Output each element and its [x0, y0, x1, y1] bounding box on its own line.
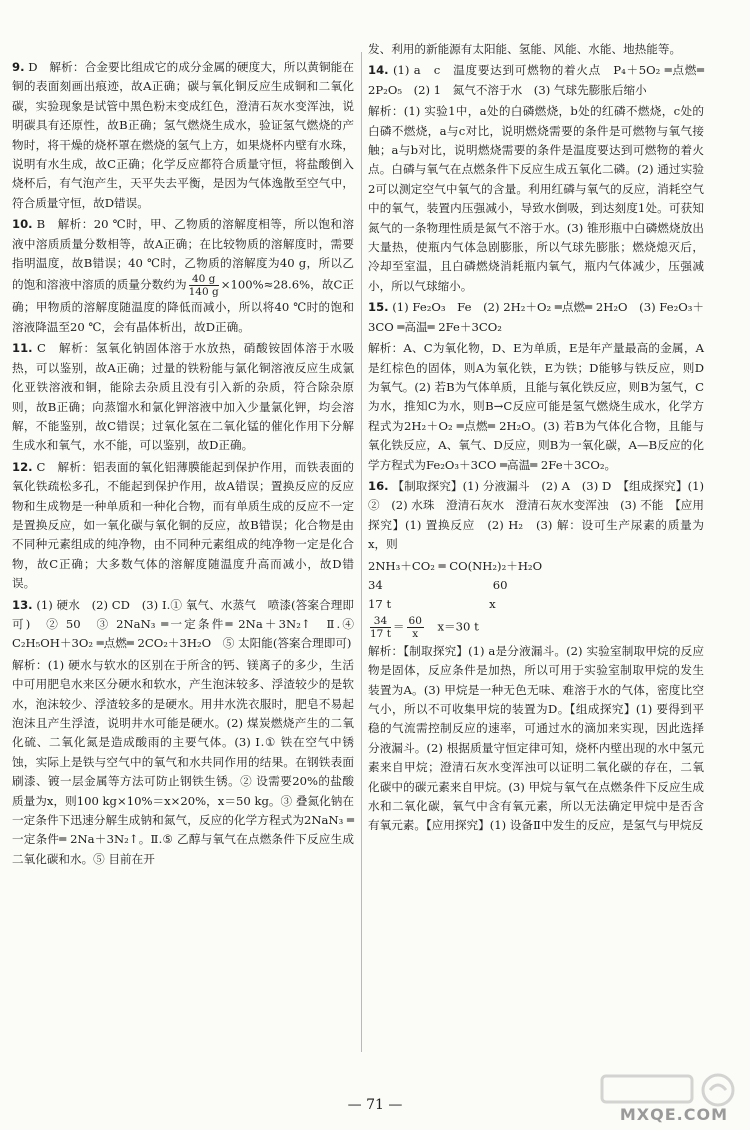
calc-row-2: 17 t x [368, 597, 496, 612]
analysis-16: 解析：【制取探究】(1) a是分液漏斗。(2) 实验室制取甲烷的反应物是固体，反应条件是加热，所以可用于实验室制取甲烷的发生装置为A。(3) 甲烷是一种无色无味、难溶于水的气体，密度比空气小，所以不可收集甲烷的装置为D。【组成探究】(1) 要得到平稳的气流需控制反应的速率，可通过水的滴加来实现，因此选择分液漏斗。(2) 根据质量守恒定律可知，烧杯内壁出现的水中氢元素来自甲烷；澄清石灰水变浑浊可以证明二氧化碳的存在，二氧化碳中的碳元素来自甲烷。(3) 甲烷与氧气在点燃条件下反应生成水和二氧化碳，氧气中含有氧元素，所以无法确定甲烷中是否含有氧元素。【应用探究】(1) 设备Ⅱ中发生的反应，是氢气与甲烷反 [368, 643, 704, 833]
answer-12: 12. C 解析：铝表面的氧化铝薄膜能起到保护作用，而铁表面的氧化铁疏松多孔，不能起到保护作用，故A错误；置换反应的反应物和生成物是一种单质和一种化合物，而有单质生成的反应不一定是置换反应，如一氧化碳与氧化铜的反应，故B错误；化合物是由不同种元素组成的纯净物，由不同种元素组成的纯净物一定是化合物，故C正确；大多数气体的溶解度随温度升高而减小，故D错误。 [12, 459, 355, 591]
answer-16: 16. 【制取探究】(1) 分液漏斗 (2) A (3) D 【组成探究】(1) ② (2) 水珠 澄清石灰水 澄清石灰水变浑浊 (3) 不能 【应用探究】(1) 置换反应 (2) H₂ (3) 解：设可生产尿素的质量为x，则 [368, 478, 705, 552]
watermark-text: MXQE.COM [619, 1105, 728, 1124]
calc-equation: 2NH₃＋CO₂ ═ CO(NH₂)₂＋H₂O [368, 558, 543, 573]
answer-11: 11. C 解析：氢氧化钠固体溶于水放热，硝酸铵固体溶于水吸热，可以鉴别，故A正确；过量的铁粉能与氯化铜溶液反应生成氯化亚铁溶液和铜，能除去杂质且没有引入新的杂质，符合除杂原则，故B正确；向蒸馏水和氯化钾溶液中加入少量氯化钾，均会溶解，不能鉴别，故C错误；过氧化氢在二氧化锰的催化作用下分解生成水和氧气，水不能，可以鉴别，故D正确。 [12, 341, 354, 453]
right-column [368, 40, 704, 838]
answer-9: 9. D 解析：合金要比组成它的成分金属的硬度大，所以黄铜能在铜的表面刻画出痕迹，故A正确；碳与氧化铜反应生成铜和二氧化碳，实验现象是试管中黑色粉末变成红色，澄清石灰水变浑浊，说明碳具有还原性，故B正确；氢气燃烧生成水，验证氢气燃烧的产物时，将干燥的烧杯罩在燃烧的氢气上方，如果烧杯内壁有水珠，说明有水生成，故C正确；化学反应都符合质量守恒，将盐酸倒入烧杯后，有气泡产生，天平失去平衡，是因为气体逸散至空气中，符合质量守恒，故D错误。 [12, 60, 354, 210]
analysis-13-cont: 发、利用的新能源有太阳能、氢能、风能、水能、地热能等。 [368, 42, 682, 56]
answer-15: 15. (1) Fe₂O₃ Fe (2) 2H₂＋O₂ ═点燃═ 2H₂O (3) Fe₂O₃＋3CO ═高温═ 2Fe＋3CO₂ [368, 300, 705, 334]
calc-proportion: $\frac{34}{17 t}$ ＝ $\frac{60}{x}$ x＝30 t [370, 614, 479, 640]
calculation-block [368, 557, 704, 640]
answer-14: 14. (1) a c 温度要达到可燃物的着火点 P₄＋5O₂ ═点燃═ 2P₂O₅ (2) 1 氮气不溶于水 (3) 气球先膨胀后缩小 [368, 63, 704, 97]
calc-row-1: 34 60 [368, 577, 508, 592]
analysis-13: 解析：(1) 硬水与软水的区别在于所含的钙、镁离子的多少，生活中可用肥皂水来区分硬水和软水，产生泡沫较多、浮渣较少的是软水，泡沫较少、浮渣较多的是硬水。用井水洗衣服时，肥皂不易起泡沫且产生浮渣，说明井水可能是硬水。(2) 煤炭燃烧产生的二氧化硫、二氧化氮是造成酸雨的主要气体。(3) Ⅰ.① 铁在空气中锈蚀，实际上是铁与空气中的氧气和水共同作用的结果。在钢铁表面刷漆、镀一层金属等方法可防止钢铁生锈。② 设需要20%的盐酸质量为x，则100 kg×10%＝x×20%，x＝50 kg。③ 叠氮化钠在一定条件下迅速分解生成钠和氮气，反应的化学方程式为2NaN₃ ═一定条件═ 2Na＋3N₂↑。Ⅱ.⑤ 乙醇与氧气在点燃条件下反应生成二氧化碳和水。⑤ 目前在开 [12, 657, 354, 866]
left-column [12, 58, 354, 871]
answer-10: 10. B 解析：20 ℃时，甲、乙物质的溶解度相等，所以饱和溶液中溶质质量分数相等，故A正确；在比较物质的溶解度时，需要指明温度，故B错误；40 ℃时，乙物质的溶解度为40 g，所以乙的饱和溶液中溶质的质量分数约为 $\frac{40 g}{140 g}$ ×100%≈28.6%，故C正确；甲物质的溶解度随温度的降低而减小，所以将40 ℃时的饱和溶液降温至20 ℃，会有晶体析出，故D正确。 [12, 217, 354, 334]
analysis-14: 解析：(1) 实验1中，a处的白磷燃烧，b处的红磷不燃烧，c处的白磷不燃烧，a与c对比，说明燃烧需要的条件是可燃物与氧气接触；a与b对比，说明燃烧需要的条件是温度要达到可燃物的着火点。白磷与氧气在点燃条件下反应生成五氧化二磷。(2) 通过实验2可以测定空气中氧气的含量。利用红磷与氧气的反应，消耗空气中的氧气，装置内压强减小，导致水倒吸，到达刻度1处。可获知氮气的一条物理性质是氮气不溶于水。(3) 锥形瓶中白磷燃烧放出大量热，使瓶内气体急剧膨胀，所以气球先膨胀；燃烧熄灭后，冷却至室温，且白磷燃烧消耗瓶内氧气，瓶内气体减少，压强减小，所以气球缩小。 [368, 104, 704, 293]
column-divider [361, 52, 362, 1052]
page-number: — 71 — [347, 1097, 403, 1113]
analysis-15: 解析：A、C为氧化物，D、E为单质，E是年产量最高的金属，A是红棕色的固体，则A为氧化铁，E为铁；D能够与铁反应，则D为氧气。(2) 若B为气体单质，且能与氧化铁反应，则B为氢气，C为水，推知C为水，则B→C反应可能是氢气燃烧生成水，化学方程式为2H₂＋O₂ ═点燃═ 2H₂O。(3) 若B为气体化合物，且能与氧化铁反应，A、氧气、D反应，则B为一氧化碳，A—B反应的化学方程式为Fe₂O₃＋3CO ═高温═ 2Fe＋3CO₂。 [368, 341, 704, 472]
answer-13: 13. (1) 硬水 (2) CD (3) Ⅰ.① 氧气、水蒸气 喷漆(答案合理即可) ② 50 ③ 2NaN₃ ═一定条件═ 2Na＋3N₂↑ Ⅱ.④ C₂H₅OH＋3O₂ ═点燃═ 2CO₂＋3H₂O ⑤ 太阳能(答案合理即可) [12, 597, 354, 651]
fraction-40-140: $\frac{40 g}{140 g}$ [188, 273, 219, 299]
